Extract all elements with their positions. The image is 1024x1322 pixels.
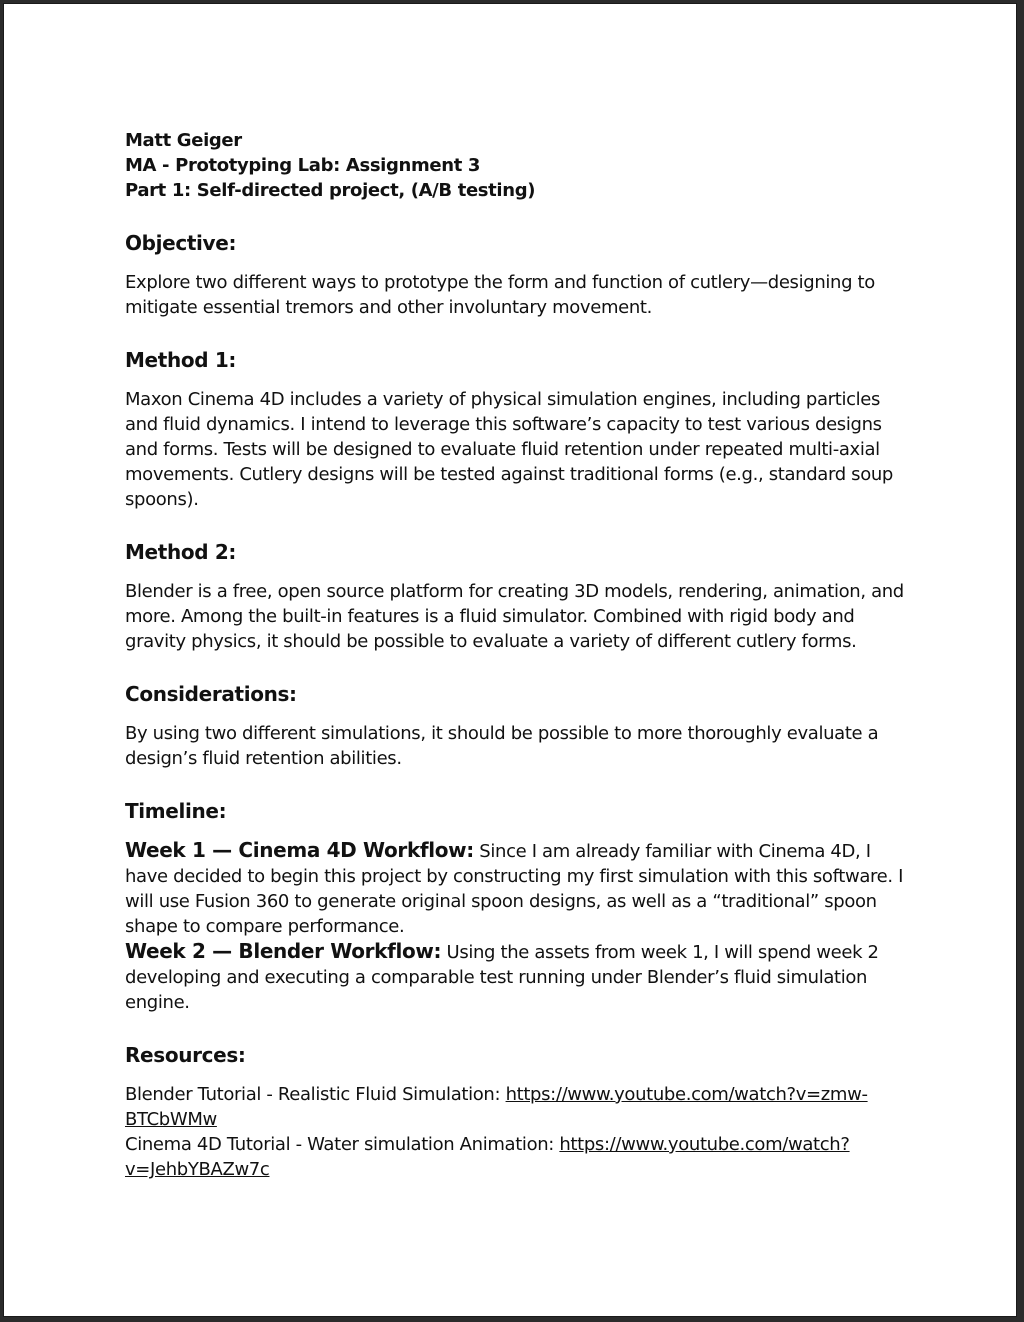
- part-title: Part 1: Self-directed project, (A/B testing): [125, 180, 536, 201]
- timeline-week-1: [125, 838, 905, 939]
- week-1-text: Since I am already familiar with Cinema 4D, I have decided to begin this project by constructing my first simulation with this software. I will use Fusion 360 to generate original spoon designs, as well as a “traditional” spoon shape to compare performance.: [125, 841, 904, 937]
- document-page: [4, 4, 1016, 1316]
- resource-item-cinema4d: [125, 1132, 905, 1182]
- method2-heading: Method 2:: [125, 540, 237, 564]
- resource-cinema4d-link[interactable]: https://www.youtube.com/watch?v=JehbYBAZw7c: [125, 1134, 850, 1180]
- week-2-text: Using the assets from week 1, I will spend week 2 developing and executing a comparable test running under Blender’s fluid simulation engine.: [125, 942, 879, 1013]
- method1-heading: Method 1:: [125, 348, 237, 372]
- document-content: [125, 128, 905, 1182]
- considerations-text: By using two different simulations, it should be possible to more thoroughly evaluate a design’s fluid retention abilities.: [125, 723, 879, 769]
- resource-item-blender: [125, 1082, 905, 1132]
- timeline-heading: Timeline:: [125, 799, 227, 823]
- resource-cinema4d-label: Cinema 4D Tutorial - Water simulation Animation:: [125, 1134, 554, 1155]
- author-name: Matt Geiger: [125, 130, 242, 151]
- resources-heading: Resources:: [125, 1043, 246, 1067]
- resource-blender-link[interactable]: https://www.youtube.com/watch?v=zmw-BTCbWMw: [125, 1084, 868, 1130]
- resource-blender-label: Blender Tutorial - Realistic Fluid Simulation:: [125, 1084, 501, 1105]
- course-title: MA - Prototyping Lab: Assignment 3: [125, 155, 481, 176]
- method1-text: Maxon Cinema 4D includes a variety of physical simulation engines, including particles and fluid dynamics. I intend to leverage this software’s capacity to test various designs and forms. Tests will be designed to evaluate fluid retention under repeated multi-axial movements. Cutlery designs will be tested against traditional forms (e.g., standard soup spoons).: [125, 389, 893, 510]
- week-2-title: Week 2 — Blender Workflow:: [125, 939, 442, 963]
- objective-text: Explore two different ways to prototype the form and function of cutlery—designing to mitigate essential tremors and other involuntary movement.: [125, 272, 875, 318]
- week-1-title: Week 1 — Cinema 4D Workflow:: [125, 838, 474, 862]
- considerations-heading: Considerations:: [125, 682, 297, 706]
- objective-heading: Objective:: [125, 231, 237, 255]
- timeline-week-2: [125, 939, 905, 1015]
- method2-text: Blender is a free, open source platform for creating 3D models, rendering, animation, and more. Among the built-in features is a fluid simulator. Combined with rigid body and gravity physics, it should be possible to evaluate a variety of different cutlery forms.: [125, 581, 904, 652]
